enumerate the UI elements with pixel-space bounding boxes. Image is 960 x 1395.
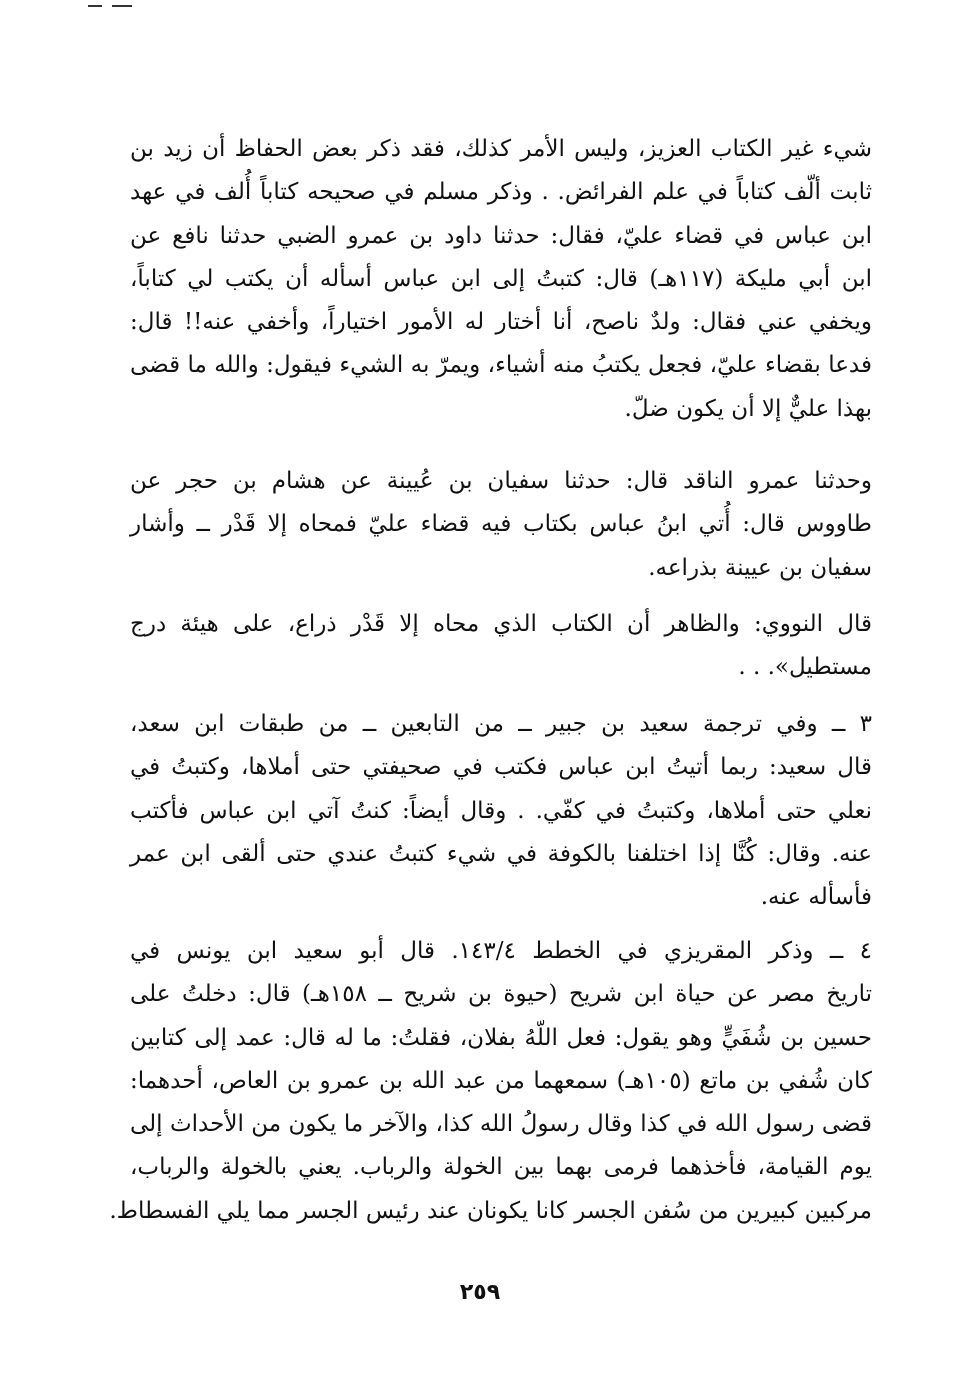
text-line: فأسأله عنه. <box>760 884 872 911</box>
text-line: قال النووي: والظاهر أن الكتاب الذي محاه إلا قَدْر ذراع، على هيئة درج <box>130 611 872 637</box>
text-line: مركبين كبيرين من سُفن الجسر كانا يكونان عند رئيس الجسر مما يلي الفسطاط. <box>109 1197 872 1224</box>
paragraph-4 <box>130 703 872 919</box>
text-line: ٤ ــ وذكر المقريزي في الخطط ١٤٣/٤. قال أبو سعيد ابن يونس في <box>130 938 873 964</box>
text-line: وحدثنا عمرو الناقد قال: حدثنا سفيان بن عُيينة عن هشام بن حجر عن <box>130 468 872 494</box>
text-line: سفيان بن عيينة بذراعه. <box>648 554 872 581</box>
paragraph-1 <box>130 128 872 431</box>
text-line: فدعا بقضاء عليّ، فجعل يكتبُ منه أشياء، ويمرّ به الشيء فيقول: والله ما قضى <box>130 352 872 379</box>
text-line: شيء غير الكتاب العزيز، وليس الأمر كذلك، فقد ذكر بعض الحفاظ أن زيد بن <box>130 136 872 162</box>
text-line: نعلي حتى أملاها، وكتبتُ في كفّي. . وقال أيضاً: كنتُ آتي ابن عباس فأكتب <box>130 797 872 824</box>
text-line: بهذا عليٌّ إلا أن يكون ضلّ. <box>624 395 872 422</box>
text-line: ابن عباس في قضاء عليّ، فقال: حدثنا داود بن عمرو الضبي حدثنا نافع عن <box>130 222 872 249</box>
paragraph-3 <box>130 603 872 690</box>
top-edge-mark <box>88 0 148 10</box>
paragraph-5 <box>109 930 873 1233</box>
text-line: ويخفي عني فقال: ولدٌ ناصح، أنا أختار له الأمور اختياراً، وأخفي عنه!! قال: <box>130 309 872 336</box>
text-line: يوم القيامة، فأخذهما فرمى بهما بين الخولة والرباب. يعني بالخولة والرباب، <box>130 1154 872 1181</box>
text-line: عنه. وقال: كُنَّا إذا اختلفنا بالكوفة في شيء كتبتُ عندي حتى ألقى ابن عمر <box>130 840 872 867</box>
text-line: طاووس قال: أُتي ابنُ عباس بكتاب فيه قضاء عليّ فمحاه إلا قَدْر ــ وأشار <box>130 511 872 538</box>
text-line: مستطيل». . . <box>738 654 872 681</box>
text-line: كان شُفي بن ماتع (١٠٥هـ) سمعهما من عبد الله بن عمرو بن العاص، أحدهما: <box>130 1067 872 1094</box>
text-line: قضى رسول الله في كذا وقال رسولُ الله كذا، والآخر ما يكون من الأحداث إلى <box>130 1111 872 1138</box>
text-line: ابن أبي مليكة (١١٧هـ) قال: كتبتُ إلى ابن عباس أسأله أن يكتب لي كتاباً، <box>130 265 872 292</box>
text-line: قال سعيد: ربما أتيتُ ابن عباس فكتب في صحيفتي حتى أملاها، وكتبتُ في <box>130 754 872 781</box>
text-line: ثابت ألّف كتاباً في علم الفرائض. . وذكر مسلم في صحيحه كتاباً أُلف في عهد <box>130 179 872 206</box>
text-line: ٣ ــ وفي ترجمة سعيد بن جبير ــ من التابعين ــ من طبقات ابن سعد، <box>130 711 872 737</box>
paragraph-2 <box>130 460 872 590</box>
text-line: حسين بن شُفَيٍّ وهو يقول: فعل اللّهُ بفلان، فقلتُ: ما له قال: عمد إلى كتابين <box>130 1024 872 1051</box>
text-line: تاريخ مصر عن حياة ابن شريح (حيوة بن شريح ــ ١٥٨هـ) قال: دخلتُ على <box>130 981 872 1008</box>
page-number: ٢٥٩ <box>459 1280 501 1305</box>
